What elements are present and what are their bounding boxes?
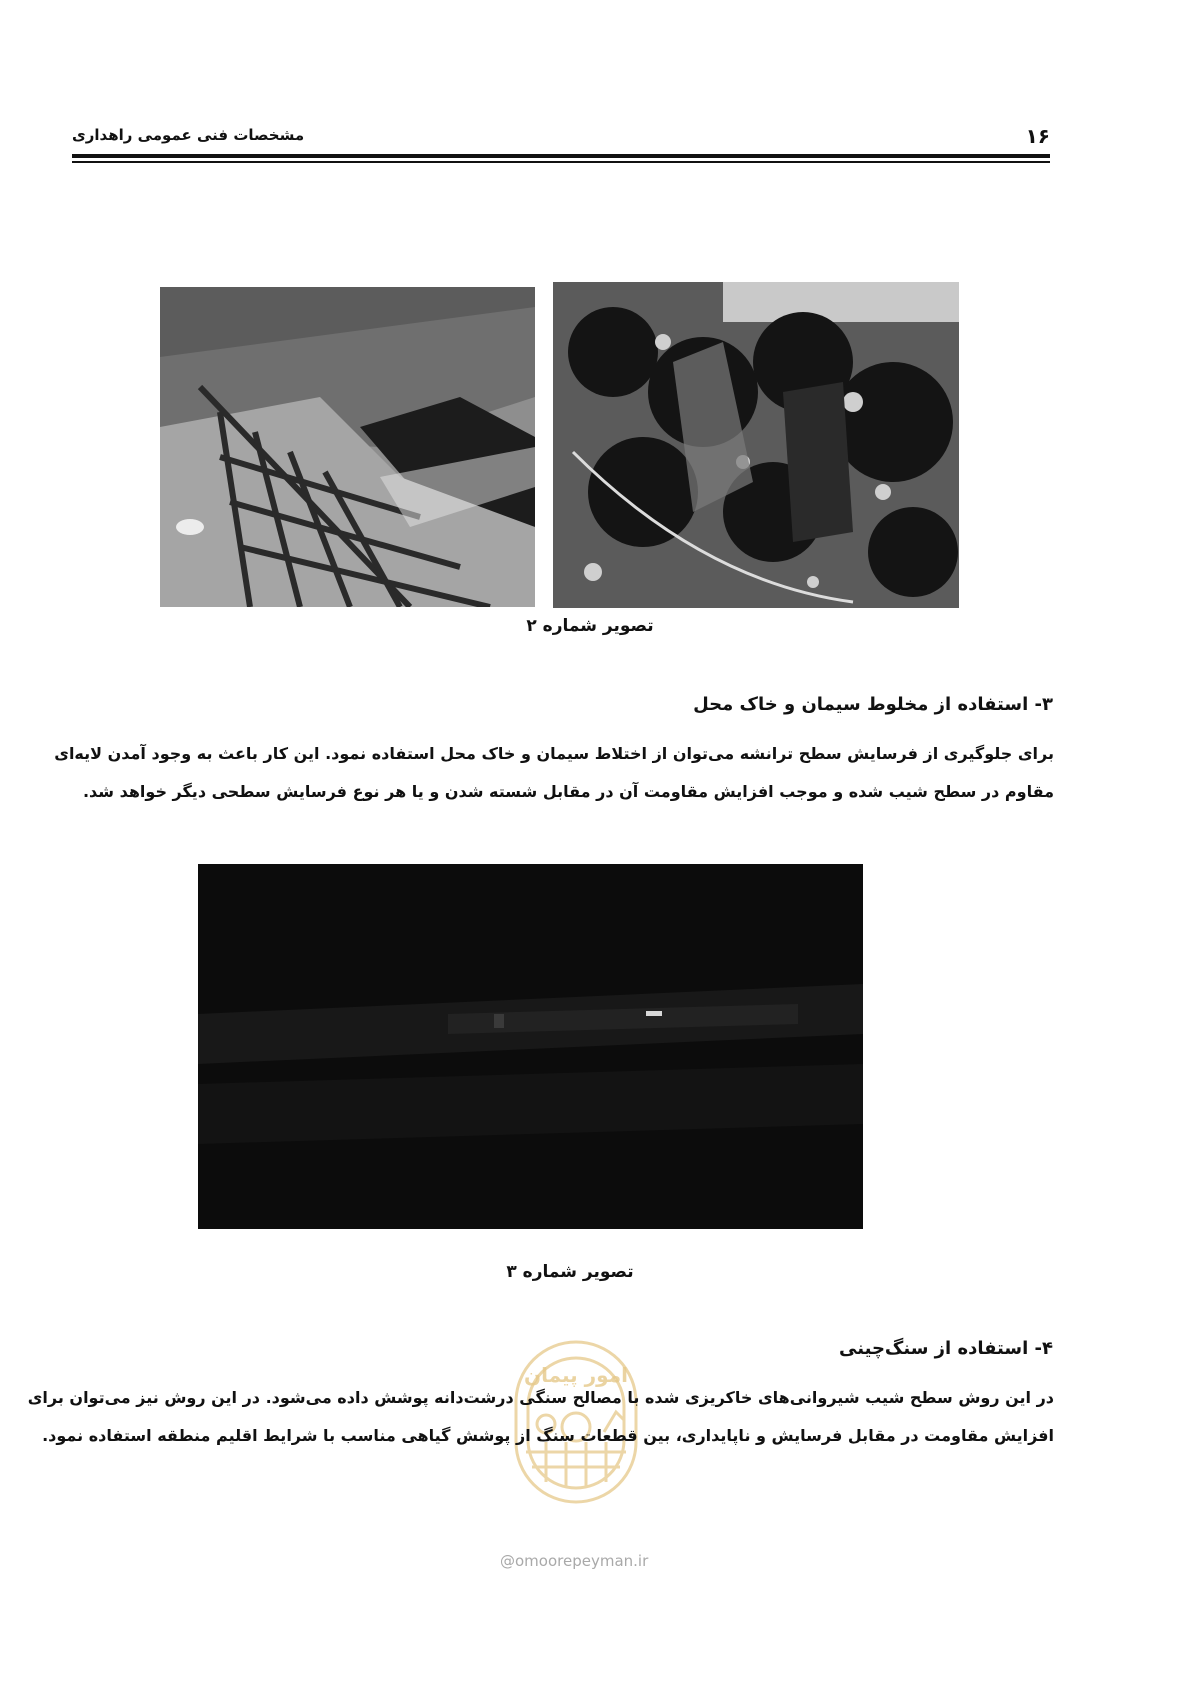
section-3-heading: ۳- استفاده از مخلوط سیمان و خاک محل xyxy=(693,694,1053,715)
svg-text:امور پیمان: امور پیمان xyxy=(524,1363,628,1387)
figure-2-caption: تصویر شماره ۲ xyxy=(526,616,654,636)
watermark-url: @omoorepeyman.ir xyxy=(500,1552,649,1570)
section-3-line: برای جلوگیری از فرسایش سطح ترانشه می‌توان از اختلاط سیمان و خاک محل استفاده نمود. این کار باعث به وجود آمدن لایه‌ای xyxy=(54,744,1054,763)
section-4-paragraph xyxy=(27,1379,1054,1455)
figure-3-caption: تصویر شماره ۳ xyxy=(506,1262,634,1282)
section-4-line: افزایش مقاومت در مقابل فرسایش و ناپایداری، بین قطعات سنگ از پوشش گیاهی مناسب با شرایط اقلیم منطقه استفاده نمود. xyxy=(42,1426,1054,1445)
page-header xyxy=(72,120,1050,168)
section-4-line: در این روش سطح شیب شیروانی‌های خاکریزی شده با مصالح سنگی درشت‌دانه پوشش داده می‌شود. در این روش نیز می‌توان برای xyxy=(27,1388,1054,1407)
page-number: ۱۶ xyxy=(1025,124,1050,148)
header-rule-thick xyxy=(72,154,1050,158)
section-4-heading: ۴- استفاده از سنگ‌چینی xyxy=(839,1338,1053,1359)
running-title: مشخصات فنی عمومی راهداری xyxy=(72,126,305,144)
photo-soil-cement-slope xyxy=(198,864,863,1229)
header-rule-thin xyxy=(72,161,1050,163)
photo-concrete-grid-slope xyxy=(160,287,535,607)
section-3-line: مقاوم در سطح شیب شده و موجب افزایش مقاومت آن در مقابل شسته شدن و یا هر نوع فرسایش سطحی دیگر خواهد شد. xyxy=(82,782,1054,801)
photo-vegetated-slope xyxy=(553,282,959,608)
section-3-paragraph xyxy=(54,735,1054,811)
